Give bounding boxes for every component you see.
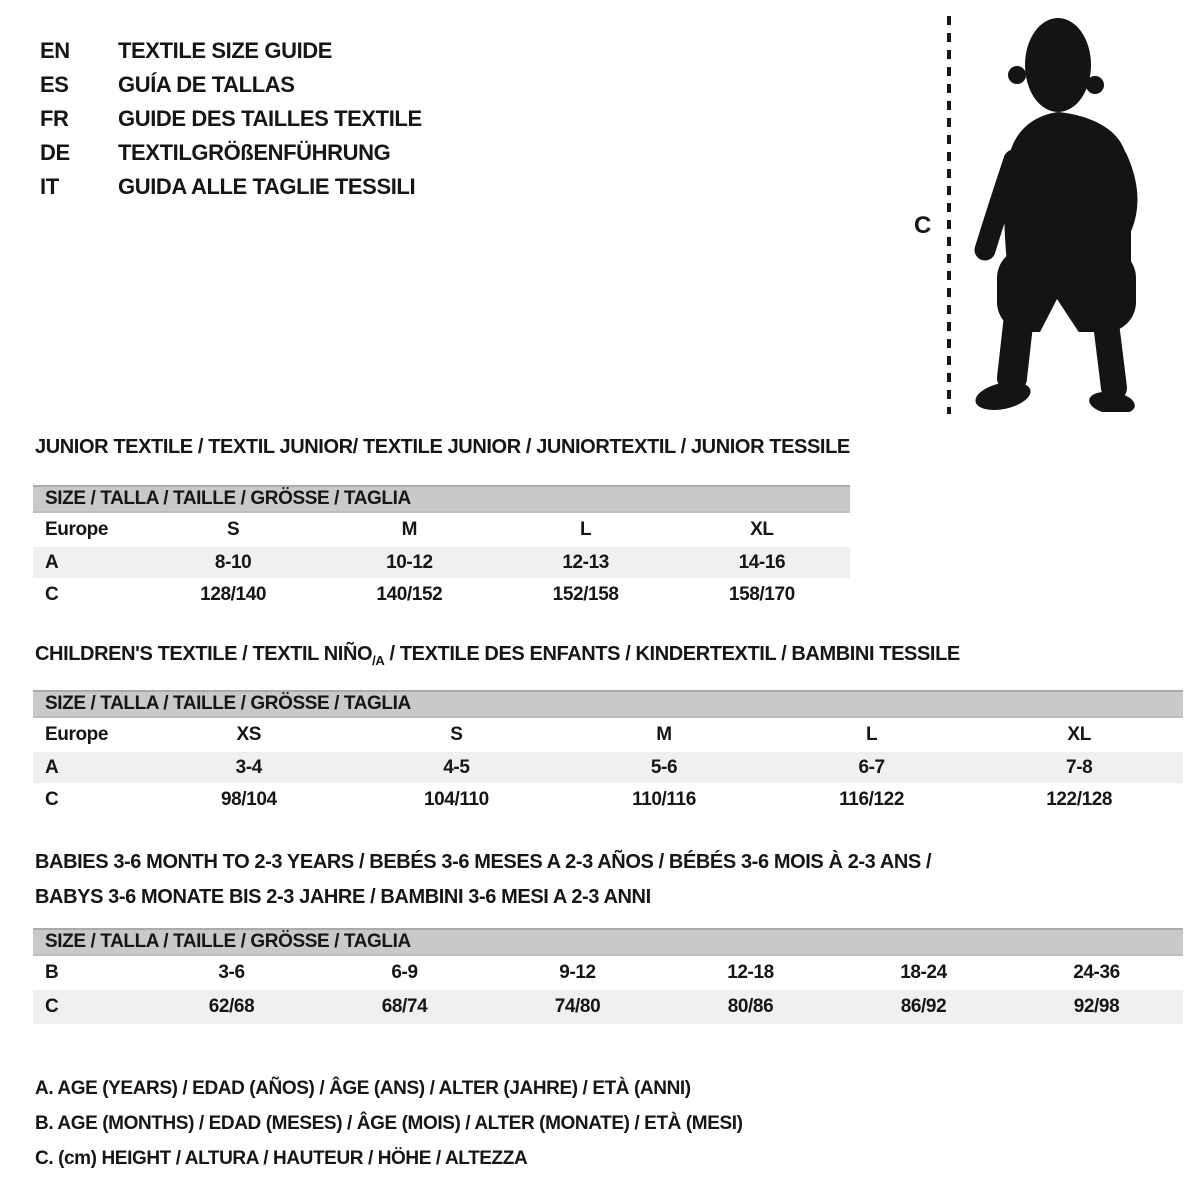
size-cell: 3-6	[218, 962, 245, 983]
table-row-age	[33, 547, 850, 578]
language-label: GUIDE DES TAILLES TEXTILE	[118, 106, 422, 131]
column-header: L	[580, 519, 592, 540]
region-label: Europe	[45, 724, 109, 745]
size-cell: 104/110	[423, 789, 489, 810]
toddler-silhouette-icon	[962, 12, 1174, 412]
junior-section-title: JUNIOR TEXTILE / TEXTIL JUNIOR/ TEXTILE JUNIOR / JUNIORTEXTIL / JUNIOR TESSILE	[35, 436, 850, 458]
table-row-months	[33, 956, 1183, 990]
table-row-columns	[33, 718, 1183, 752]
children-title-subscript: /A	[372, 653, 385, 668]
language-code: FR	[40, 106, 69, 131]
table-row-height	[33, 578, 850, 612]
size-cell: 116/122	[839, 789, 904, 810]
size-cell: 128/140	[200, 584, 267, 605]
size-cell: 12-18	[727, 962, 774, 983]
language-code: IT	[40, 174, 59, 199]
row-label: B	[45, 962, 59, 983]
height-dashed-line	[947, 16, 951, 414]
size-cell: 158/170	[728, 584, 795, 605]
language-list	[40, 34, 422, 204]
language-label: TEXTILE SIZE GUIDE	[118, 38, 333, 63]
row-label: A	[45, 756, 59, 778]
legend-line-b: B. AGE (MONTHS) / EDAD (MESES) / ÂGE (MOIS) / ALTER (MONATE) / ETÀ (MESI)	[35, 1113, 743, 1134]
language-code: EN	[40, 38, 70, 63]
table-row-columns	[33, 513, 850, 547]
language-label: GUÍA DE TALLAS	[118, 72, 295, 97]
column-header: XS	[236, 724, 262, 745]
size-cell: 10-12	[386, 551, 433, 573]
size-cell: 86/92	[900, 996, 947, 1017]
size-cell: 110/116	[632, 789, 696, 810]
size-header-bar: SIZE / TALLA / TAILLE / GRÖSSE / TAGLIA	[33, 690, 1183, 718]
size-cell: 4-5	[443, 756, 470, 778]
column-header: S	[226, 519, 240, 540]
size-cell: 8-10	[214, 551, 252, 573]
column-header: M	[656, 724, 672, 745]
language-code: DE	[40, 140, 70, 165]
height-marker-label: C	[914, 212, 931, 239]
size-cell: 98/104	[220, 789, 277, 810]
language-row	[40, 136, 422, 170]
row-label: C	[45, 789, 59, 810]
legend-line-a: A. AGE (YEARS) / EDAD (AÑOS) / ÂGE (ANS) / ALTER (JAHRE) / ETÀ (ANNI)	[35, 1078, 691, 1099]
row-label: C	[45, 584, 59, 605]
babies-section-title	[35, 845, 931, 915]
size-cell: 18-24	[900, 962, 947, 983]
size-header-bar: SIZE / TALLA / TAILLE / GRÖSSE / TAGLIA	[33, 485, 850, 513]
size-cell: 152/158	[552, 584, 619, 605]
language-row	[40, 170, 422, 204]
language-label: TEXTILGRÖßENFÜHRUNG	[118, 140, 391, 165]
language-label: GUIDA ALLE TAGLIE TESSILI	[118, 174, 416, 199]
size-cell: 6-7	[858, 756, 885, 778]
region-label: Europe	[45, 519, 109, 540]
size-cell: 140/152	[376, 584, 443, 605]
language-row	[40, 102, 422, 136]
column-header: M	[401, 519, 418, 540]
size-cell: 24-36	[1073, 962, 1120, 983]
children-title-part1: CHILDREN'S TEXTILE / TEXTIL NIÑO	[35, 643, 373, 665]
babies-size-table	[33, 928, 1183, 1024]
language-row	[40, 68, 422, 102]
size-cell: 92/98	[1073, 996, 1120, 1017]
column-header: L	[865, 724, 878, 745]
row-label: A	[45, 551, 59, 573]
children-size-table	[33, 690, 1183, 817]
size-cell: 68/74	[381, 996, 428, 1017]
children-section-title	[35, 643, 960, 668]
column-header: S	[450, 724, 463, 745]
language-row	[40, 34, 422, 68]
size-cell: 12-13	[562, 551, 609, 573]
size-cell: 14-16	[738, 551, 786, 573]
size-cell: 62/68	[208, 996, 255, 1017]
language-code: ES	[40, 72, 69, 97]
size-cell: 9-12	[559, 962, 596, 983]
size-cell: 74/80	[554, 996, 601, 1017]
children-title-part2: / TEXTILE DES ENFANTS / KINDERTEXTIL / BAMBINI TESSILE	[384, 643, 960, 665]
size-cell: 7-8	[1066, 756, 1093, 778]
legend-line-c: C. (cm) HEIGHT / ALTURA / HAUTEUR / HÖHE / ALTEZZA	[35, 1148, 528, 1169]
babies-title-line2: BABYS 3-6 MONATE BIS 2-3 JAHRE / BAMBINI 3-6 MESI A 2-3 ANNI	[35, 886, 651, 908]
size-cell: 80/86	[727, 996, 774, 1017]
size-cell: 122/128	[1046, 789, 1113, 810]
size-header-bar: SIZE / TALLA / TAILLE / GRÖSSE / TAGLIA	[33, 928, 1183, 956]
row-label: C	[45, 996, 59, 1017]
size-cell: 3-4	[235, 756, 262, 778]
babies-title-line1: BABIES 3-6 MONTH TO 2-3 YEARS / BEBÉS 3-6 MESES A 2-3 AÑOS / BÉBÉS 3-6 MOIS À 2-3 ANS /	[35, 851, 932, 873]
table-row-height	[33, 783, 1183, 817]
table-row-height	[33, 990, 1183, 1024]
size-cell: 5-6	[650, 756, 678, 778]
junior-size-table	[33, 485, 850, 612]
column-header: XL	[750, 519, 774, 540]
table-row-age	[33, 752, 1183, 783]
column-header: XL	[1067, 724, 1091, 745]
size-cell: 6-9	[391, 962, 418, 983]
legend	[35, 1071, 743, 1176]
